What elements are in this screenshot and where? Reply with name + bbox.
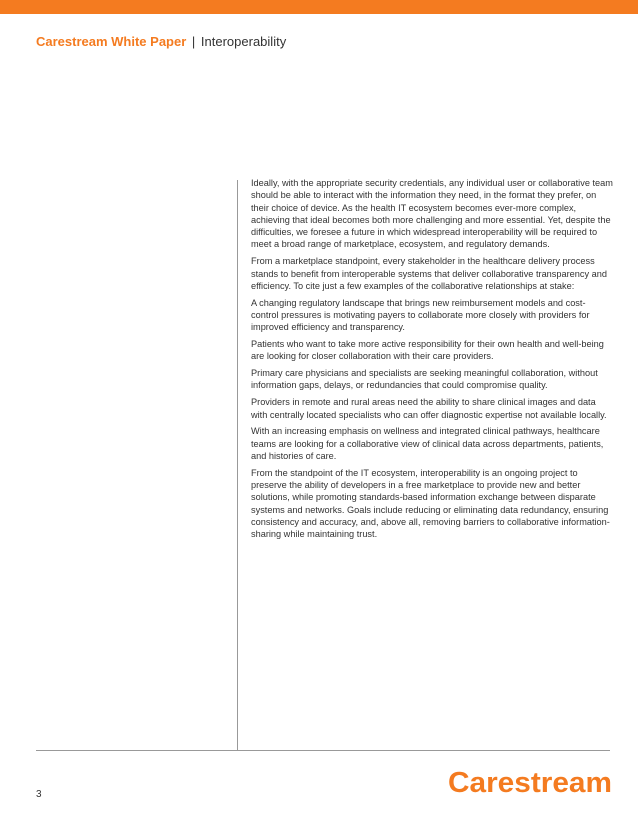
header-separator: | <box>191 34 196 49</box>
logo-text: Carestream <box>448 767 612 799</box>
footer-rule <box>36 750 610 751</box>
paragraph: Providers in remote and rural areas need the ability to share clinical images and data with centrally located specialists who can offer diagnostic expertise not available locally. <box>251 397 607 420</box>
paragraph: Ideally, with the appropriate security credentials, any individual user or collaborative team should be able to interact with the information they need, in the format they prefer, on their choice of device. As the health IT ecosystem becomes ever-more complex, achieving that ideal becomes both more challenging and more essential. Yet, despite the difficulties, we foresee a future in which widespread interoperability will be required to meet a broad range of marketplace, ecosystem, and regulatory demands. <box>251 178 613 250</box>
paragraph: From the standpoint of the IT ecosystem, interoperability is an ongoing project to preserve the ability of developers in a free marketplace to provide new and better solutions, while promoting standards-based information exchange between disparate systems and networks. Goals include reducing or eliminating data redundancy, ensuring consistency and accuracy, and, above all, removing barriers to collaborative information-sharing while maintaining trust. <box>251 467 610 540</box>
paragraph: A changing regulatory landscape that brings new reimbursement models and cost-control pressures is motivating payers to collaborate more closely with providers for improved efficiency and transparency. <box>251 297 590 333</box>
paragraph: With an increasing emphasis on wellness and integrated clinical pathways, healthcare teams are looking for a collaborative view of clinical data across departments, patients, and histories of care. <box>251 426 604 461</box>
header-brand: Carestream White Paper <box>36 34 187 49</box>
column-divider <box>237 180 238 750</box>
paragraph: From a marketplace standpoint, every stakeholder in the healthcare delivery process stands to benefit from interoperable systems that deliver collaborative transparency and efficiency. To cite just a few examples of the collaborative relationships at stake: <box>251 256 607 291</box>
carestream-logo <box>448 765 614 801</box>
top-accent-bar <box>0 0 638 14</box>
page-header <box>36 34 286 49</box>
page-number: 3 <box>36 789 42 800</box>
body-text <box>251 177 613 545</box>
header-section: Interoperability <box>200 34 287 49</box>
paragraph: Patients who want to take more active responsibility for their own health and well-being are looking for closer collaboration with their care providers. <box>251 339 604 362</box>
paragraph: Primary care physicians and specialists are seeking meaningful collaboration, without information gaps, delays, or redundancies that could compromise quality. <box>251 368 598 391</box>
